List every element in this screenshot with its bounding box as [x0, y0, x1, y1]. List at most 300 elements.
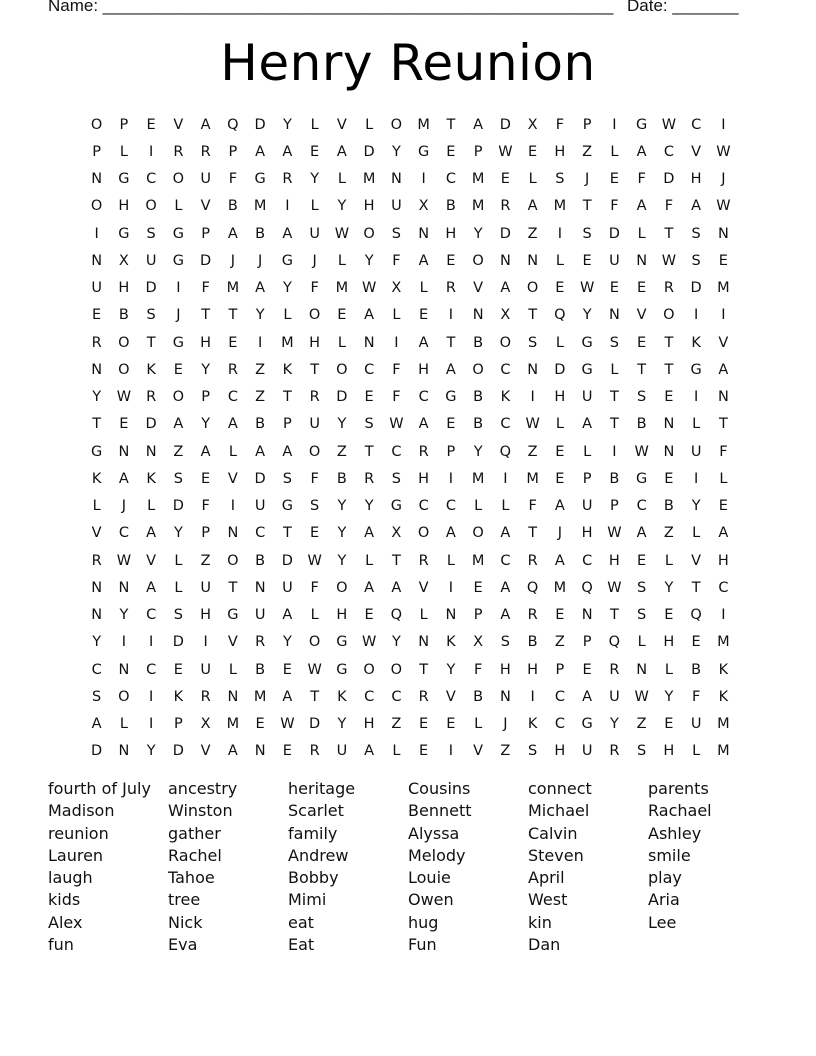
grid-letter-cell[interactable]: E [446, 252, 456, 269]
grid-letter-cell[interactable]: C [146, 661, 157, 678]
grid-letter-cell[interactable]: M [253, 198, 267, 215]
grid-letter-cell[interactable]: T [228, 579, 238, 596]
grid-letter-cell[interactable]: Z [527, 225, 538, 242]
grid-letter-cell[interactable]: M [553, 198, 567, 215]
grid-letter-cell[interactable]: N [91, 361, 103, 378]
grid-letter-cell[interactable]: C [391, 443, 402, 460]
grid-letter-cell[interactable]: L [147, 498, 156, 515]
grid-letter-cell[interactable]: A [282, 688, 293, 705]
grid-letter-cell[interactable]: F [637, 171, 646, 188]
grid-letter-cell[interactable]: Z [255, 361, 266, 378]
grid-letter-cell[interactable]: P [201, 525, 210, 542]
grid-letter-cell[interactable]: V [146, 552, 157, 569]
grid-letter-cell[interactable]: M [362, 171, 376, 188]
grid-letter-cell[interactable]: G [118, 225, 130, 242]
grid-letter-cell[interactable]: U [581, 498, 593, 515]
grid-letter-cell[interactable]: G [227, 607, 239, 624]
grid-letter-cell[interactable]: M [253, 688, 267, 705]
grid-letter-cell[interactable]: L [392, 743, 401, 760]
grid-letter-cell[interactable]: I [176, 280, 181, 297]
grid-letter-cell[interactable]: Y [609, 716, 619, 733]
grid-letter-cell[interactable]: A [718, 361, 729, 378]
grid-letter-cell[interactable]: N [636, 661, 648, 678]
grid-letter-cell[interactable]: R [200, 688, 211, 705]
grid-letter-cell[interactable]: O [336, 579, 348, 596]
grid-letter-cell[interactable]: S [173, 607, 183, 624]
grid-letter-cell[interactable]: C [445, 171, 456, 188]
grid-letter-cell[interactable]: E [282, 743, 292, 760]
grid-letter-cell[interactable]: E [282, 661, 292, 678]
grid-letter-cell[interactable]: K [691, 334, 701, 351]
grid-letter-cell[interactable]: S [637, 389, 647, 406]
grid-letter-cell[interactable]: H [418, 470, 430, 487]
grid-letter-cell[interactable]: W [716, 143, 731, 160]
grid-letter-cell[interactable]: Z [336, 443, 347, 460]
grid-letter-cell[interactable]: I [721, 607, 726, 624]
grid-letter-cell[interactable]: R [609, 743, 620, 760]
grid-letter-cell[interactable]: Y [173, 525, 183, 542]
grid-letter-cell[interactable]: G [418, 143, 430, 160]
grid-letter-cell[interactable]: S [528, 334, 538, 351]
grid-letter-cell[interactable]: I [148, 143, 154, 160]
grid-letter-cell[interactable]: L [119, 143, 128, 160]
grid-letter-cell[interactable]: U [145, 252, 157, 269]
grid-letter-cell[interactable]: R [418, 688, 429, 705]
grid-letter-cell[interactable]: M [717, 716, 730, 733]
grid-letter-cell[interactable]: R [255, 634, 266, 651]
grid-letter-cell[interactable]: N [663, 443, 675, 460]
grid-letter-cell[interactable]: P [283, 416, 292, 433]
grid-letter-cell[interactable]: O [472, 525, 484, 542]
grid-letter-cell[interactable]: E [555, 607, 565, 624]
grid-letter-cell[interactable]: L [119, 716, 128, 733]
grid-letter-cell[interactable]: O [336, 361, 348, 378]
grid-letter-cell[interactable]: P [119, 116, 129, 133]
grid-letter-cell[interactable]: C [364, 361, 375, 378]
grid-letter-cell[interactable]: W [389, 416, 404, 433]
grid-letter-cell[interactable]: Z [255, 389, 266, 406]
grid-letter-cell[interactable]: L [664, 661, 673, 678]
grid-letter-cell[interactable]: Z [663, 525, 674, 542]
grid-letter-cell[interactable]: U [609, 252, 620, 269]
grid-letter-cell[interactable]: X [418, 198, 429, 215]
grid-letter-cell[interactable]: H [200, 607, 212, 624]
grid-letter-cell[interactable]: L [365, 552, 374, 569]
grid-letter-cell[interactable]: T [310, 361, 320, 378]
grid-letter-cell[interactable]: N [118, 743, 130, 760]
grid-letter-cell[interactable]: Y [92, 389, 102, 406]
grid-letter-cell[interactable]: A [636, 198, 647, 215]
grid-letter-cell[interactable]: P [473, 607, 483, 624]
grid-letter-cell[interactable]: K [91, 470, 102, 487]
grid-letter-cell[interactable]: D [254, 116, 266, 133]
grid-letter-cell[interactable]: N [363, 334, 375, 351]
grid-letter-cell[interactable]: K [446, 634, 456, 651]
grid-letter-cell[interactable]: R [173, 143, 184, 160]
grid-letter-cell[interactable]: A [255, 280, 266, 297]
grid-letter-cell[interactable]: I [503, 470, 508, 487]
grid-letter-cell[interactable]: H [554, 743, 566, 760]
grid-letter-cell[interactable]: I [257, 334, 263, 351]
grid-letter-cell[interactable]: A [554, 498, 565, 515]
grid-letter-cell[interactable]: P [201, 225, 210, 242]
grid-letter-cell[interactable]: M [717, 634, 730, 651]
grid-letter-cell[interactable]: C [91, 661, 102, 678]
grid-letter-cell[interactable]: W [498, 143, 513, 160]
grid-letter-cell[interactable]: I [148, 716, 154, 733]
grid-letter-cell[interactable]: R [527, 552, 538, 569]
grid-letter-cell[interactable]: D [281, 552, 293, 569]
grid-letter-cell[interactable]: U [254, 498, 266, 515]
grid-letter-cell[interactable]: C [636, 498, 647, 515]
grid-letter-cell[interactable]: T [146, 334, 156, 351]
grid-letter-cell[interactable]: W [334, 225, 350, 242]
grid-letter-cell[interactable]: A [173, 416, 184, 433]
grid-letter-cell[interactable]: L [610, 361, 619, 378]
grid-letter-cell[interactable]: E [446, 143, 456, 160]
grid-letter-cell[interactable]: E [555, 280, 565, 297]
grid-letter-cell[interactable]: E [419, 743, 429, 760]
grid-letter-cell[interactable]: K [500, 389, 511, 406]
grid-letter-cell[interactable]: X [391, 280, 402, 297]
grid-letter-cell[interactable]: C [255, 525, 266, 542]
grid-letter-cell[interactable]: S [691, 252, 701, 269]
grid-letter-cell[interactable]: S [146, 225, 156, 242]
grid-letter-cell[interactable]: D [499, 116, 511, 133]
grid-letter-cell[interactable]: B [473, 389, 484, 406]
grid-letter-cell[interactable]: U [200, 579, 211, 596]
grid-letter-cell[interactable]: T [419, 661, 429, 678]
grid-letter-cell[interactable]: G [445, 389, 457, 406]
grid-letter-cell[interactable]: R [445, 280, 456, 297]
grid-letter-cell[interactable]: Y [282, 116, 292, 133]
grid-letter-cell[interactable]: L [310, 116, 319, 133]
grid-letter-cell[interactable]: Y [664, 579, 674, 596]
grid-letter-cell[interactable]: O [417, 525, 430, 542]
grid-letter-cell[interactable]: W [579, 280, 595, 297]
grid-letter-cell[interactable]: J [584, 171, 590, 188]
grid-letter-cell[interactable]: Q [526, 579, 539, 596]
grid-letter-cell[interactable]: T [364, 443, 374, 460]
grid-letter-cell[interactable]: R [663, 280, 674, 297]
grid-letter-cell[interactable]: M [335, 280, 349, 297]
grid-letter-cell[interactable]: F [228, 171, 238, 188]
grid-letter-cell[interactable]: A [255, 443, 266, 460]
grid-letter-cell[interactable]: F [392, 252, 401, 269]
grid-letter-cell[interactable]: S [391, 470, 401, 487]
grid-letter-cell[interactable]: F [201, 498, 210, 515]
grid-letter-cell[interactable]: W [661, 116, 677, 133]
grid-letter-cell[interactable]: A [391, 579, 402, 596]
grid-letter-cell[interactable]: S [310, 498, 320, 515]
grid-letter-cell[interactable]: P [446, 443, 456, 460]
grid-letter-cell[interactable]: E [310, 525, 320, 542]
grid-letter-cell[interactable]: H [309, 334, 321, 351]
grid-letter-cell[interactable]: H [200, 334, 212, 351]
grid-letter-cell[interactable]: T [282, 525, 292, 542]
grid-letter-cell[interactable]: T [282, 389, 292, 406]
grid-letter-cell[interactable]: L [365, 116, 374, 133]
grid-letter-cell[interactable]: X [473, 634, 484, 651]
grid-letter-cell[interactable]: E [201, 470, 211, 487]
grid-letter-cell[interactable]: N [527, 361, 539, 378]
grid-letter-cell[interactable]: I [94, 225, 99, 242]
grid-letter-cell[interactable]: A [227, 416, 238, 433]
grid-letter-cell[interactable]: T [228, 307, 238, 324]
grid-letter-cell[interactable]: O [526, 280, 539, 297]
grid-letter-cell[interactable]: H [554, 143, 566, 160]
grid-letter-cell[interactable]: Y [691, 498, 701, 515]
grid-letter-cell[interactable]: B [473, 416, 484, 433]
grid-letter-cell[interactable]: B [227, 198, 238, 215]
grid-letter-cell[interactable]: M [471, 171, 485, 188]
grid-letter-cell[interactable]: R [418, 552, 429, 569]
grid-letter-cell[interactable]: F [719, 443, 728, 460]
grid-letter-cell[interactable]: T [391, 552, 401, 569]
grid-letter-cell[interactable]: I [721, 116, 726, 133]
grid-letter-cell[interactable]: I [421, 171, 426, 188]
grid-letter-cell[interactable]: N [418, 634, 430, 651]
grid-letter-cell[interactable]: W [634, 688, 649, 705]
grid-letter-cell[interactable]: S [92, 688, 102, 705]
grid-letter-cell[interactable]: O [227, 552, 239, 569]
grid-letter-cell[interactable]: D [254, 470, 266, 487]
grid-letter-cell[interactable]: G [91, 443, 103, 460]
name-field-label[interactable]: Name: ______________________________________________________ [48, 0, 614, 15]
grid-letter-cell[interactable]: L [228, 661, 237, 678]
date-field-label[interactable]: Date: _______ [627, 0, 739, 15]
grid-letter-cell[interactable]: Y [473, 443, 483, 460]
grid-letter-cell[interactable]: T [637, 361, 647, 378]
grid-letter-cell[interactable]: C [391, 688, 402, 705]
grid-letter-cell[interactable]: F [392, 389, 401, 406]
grid-letter-cell[interactable]: Y [337, 552, 347, 569]
grid-letter-cell[interactable]: F [310, 470, 319, 487]
grid-letter-cell[interactable]: K [718, 688, 729, 705]
grid-letter-cell[interactable]: V [691, 143, 702, 160]
grid-letter-cell[interactable]: I [721, 307, 726, 324]
grid-letter-cell[interactable]: L [501, 498, 510, 515]
grid-letter-cell[interactable]: E [582, 252, 592, 269]
grid-letter-cell[interactable]: F [473, 661, 483, 678]
grid-letter-cell[interactable]: Y [337, 716, 347, 733]
grid-letter-cell[interactable]: Q [499, 443, 512, 460]
grid-letter-cell[interactable]: T [528, 307, 538, 324]
grid-letter-cell[interactable]: N [254, 579, 266, 596]
grid-letter-cell[interactable]: H [336, 607, 348, 624]
grid-letter-cell[interactable]: A [473, 116, 484, 133]
grid-letter-cell[interactable]: N [445, 607, 457, 624]
grid-letter-cell[interactable]: J [557, 525, 563, 542]
grid-letter-cell[interactable]: S [637, 579, 647, 596]
grid-letter-cell[interactable]: E [582, 661, 592, 678]
grid-letter-cell[interactable]: N [663, 416, 675, 433]
grid-letter-cell[interactable]: U [690, 443, 702, 460]
grid-letter-cell[interactable]: Y [337, 525, 347, 542]
grid-letter-cell[interactable]: P [174, 716, 183, 733]
grid-letter-cell[interactable]: A [146, 525, 157, 542]
grid-letter-cell[interactable]: L [555, 252, 564, 269]
grid-letter-cell[interactable]: D [608, 225, 620, 242]
grid-letter-cell[interactable]: F [310, 579, 319, 596]
grid-letter-cell[interactable]: O [90, 198, 103, 215]
grid-letter-cell[interactable]: V [473, 743, 484, 760]
grid-letter-cell[interactable]: O [172, 389, 185, 406]
grid-letter-cell[interactable]: O [363, 225, 375, 242]
grid-letter-cell[interactable]: A [282, 225, 293, 242]
grid-letter-cell[interactable]: H [663, 634, 675, 651]
grid-letter-cell[interactable]: A [445, 361, 456, 378]
grid-letter-cell[interactable]: R [146, 389, 157, 406]
grid-letter-cell[interactable]: I [693, 307, 699, 324]
grid-letter-cell[interactable]: A [636, 143, 647, 160]
grid-letter-cell[interactable]: G [281, 252, 293, 269]
grid-letter-cell[interactable]: C [146, 171, 157, 188]
grid-letter-cell[interactable]: P [92, 143, 101, 160]
grid-letter-cell[interactable]: N [118, 443, 130, 460]
grid-letter-cell[interactable]: D [690, 280, 702, 297]
grid-letter-cell[interactable]: Y [337, 416, 347, 433]
grid-letter-cell[interactable]: I [693, 389, 699, 406]
grid-letter-cell[interactable]: M [526, 470, 539, 487]
grid-letter-cell[interactable]: K [146, 361, 156, 378]
grid-letter-cell[interactable]: E [119, 416, 129, 433]
grid-letter-cell[interactable]: D [172, 498, 184, 515]
grid-letter-cell[interactable]: C [146, 607, 157, 624]
grid-letter-cell[interactable]: Q [227, 116, 239, 133]
grid-letter-cell[interactable]: Y [582, 307, 592, 324]
grid-letter-cell[interactable]: E [609, 280, 619, 297]
grid-letter-cell[interactable]: V [445, 688, 456, 705]
grid-letter-cell[interactable]: P [228, 143, 238, 160]
grid-letter-cell[interactable]: Q [581, 579, 593, 596]
grid-letter-cell[interactable]: E [664, 389, 674, 406]
grid-letter-cell[interactable]: H [581, 525, 593, 542]
grid-letter-cell[interactable]: I [148, 634, 154, 651]
grid-letter-cell[interactable]: Y [337, 498, 347, 515]
grid-letter-cell[interactable]: L [474, 716, 483, 733]
grid-letter-cell[interactable]: A [718, 525, 729, 542]
grid-letter-cell[interactable]: Q [390, 607, 403, 624]
grid-letter-cell[interactable]: O [390, 661, 403, 678]
grid-letter-cell[interactable]: R [309, 389, 320, 406]
grid-letter-cell[interactable]: H [418, 361, 430, 378]
grid-letter-cell[interactable]: T [92, 416, 102, 433]
grid-letter-cell[interactable]: O [172, 171, 185, 188]
grid-letter-cell[interactable]: I [121, 634, 127, 651]
grid-letter-cell[interactable]: W [307, 552, 322, 569]
grid-letter-cell[interactable]: C [418, 498, 429, 515]
grid-letter-cell[interactable]: L [174, 198, 183, 215]
grid-letter-cell[interactable]: P [555, 661, 565, 678]
grid-letter-cell[interactable]: T [664, 334, 674, 351]
grid-letter-cell[interactable]: N [499, 688, 511, 705]
grid-letter-cell[interactable]: P [582, 634, 592, 651]
grid-letter-cell[interactable]: C [418, 389, 429, 406]
grid-letter-cell[interactable]: P [610, 498, 619, 515]
grid-letter-cell[interactable]: I [448, 579, 454, 596]
grid-letter-cell[interactable]: S [637, 743, 647, 760]
grid-letter-cell[interactable]: L [446, 552, 455, 569]
grid-letter-cell[interactable]: Q [554, 307, 566, 324]
grid-letter-cell[interactable]: F [392, 361, 401, 378]
grid-letter-cell[interactable]: T [691, 579, 701, 596]
grid-letter-cell[interactable]: R [609, 661, 620, 678]
grid-letter-cell[interactable]: O [472, 361, 484, 378]
grid-letter-cell[interactable]: T [718, 416, 728, 433]
grid-letter-cell[interactable]: O [118, 334, 130, 351]
grid-letter-cell[interactable]: G [581, 361, 593, 378]
grid-letter-cell[interactable]: C [118, 525, 129, 542]
grid-letter-cell[interactable]: N [254, 743, 266, 760]
grid-letter-cell[interactable]: N [581, 607, 593, 624]
grid-letter-cell[interactable]: B [473, 688, 484, 705]
grid-letter-cell[interactable]: E [637, 334, 647, 351]
grid-letter-cell[interactable]: B [336, 470, 347, 487]
grid-letter-cell[interactable]: B [255, 661, 266, 678]
grid-letter-cell[interactable]: A [364, 307, 375, 324]
grid-letter-cell[interactable]: T [446, 116, 456, 133]
grid-letter-cell[interactable]: G [172, 252, 184, 269]
grid-letter-cell[interactable]: I [203, 634, 208, 651]
grid-letter-cell[interactable]: T [664, 361, 674, 378]
grid-letter-cell[interactable]: W [634, 443, 649, 460]
grid-letter-cell[interactable]: N [91, 252, 103, 269]
grid-letter-cell[interactable]: M [471, 470, 485, 487]
grid-letter-cell[interactable]: A [691, 198, 702, 215]
grid-letter-cell[interactable]: L [528, 171, 537, 188]
grid-letter-cell[interactable]: B [255, 552, 266, 569]
grid-letter-cell[interactable]: X [500, 307, 511, 324]
grid-letter-cell[interactable]: O [118, 361, 130, 378]
grid-letter-cell[interactable]: E [364, 607, 374, 624]
grid-letter-cell[interactable]: O [118, 688, 130, 705]
grid-letter-cell[interactable]: Y [119, 607, 129, 624]
grid-letter-cell[interactable]: Z [582, 143, 593, 160]
grid-letter-cell[interactable]: O [90, 116, 103, 133]
grid-letter-cell[interactable]: A [500, 525, 511, 542]
grid-letter-cell[interactable]: W [607, 579, 622, 596]
grid-letter-cell[interactable]: L [637, 225, 646, 242]
grid-letter-cell[interactable]: A [582, 688, 593, 705]
grid-letter-cell[interactable]: N [118, 661, 130, 678]
grid-letter-cell[interactable]: D [145, 280, 157, 297]
grid-letter-cell[interactable]: D [363, 143, 375, 160]
grid-letter-cell[interactable]: F [528, 498, 537, 515]
grid-letter-cell[interactable]: S [282, 470, 292, 487]
grid-letter-cell[interactable]: X [527, 116, 538, 133]
grid-letter-cell[interactable]: M [226, 716, 240, 733]
grid-letter-cell[interactable]: E [92, 307, 102, 324]
grid-letter-cell[interactable]: G [636, 116, 648, 133]
grid-letter-cell[interactable]: V [227, 470, 238, 487]
grid-letter-cell[interactable]: L [664, 552, 673, 569]
grid-letter-cell[interactable]: W [280, 716, 295, 733]
grid-letter-cell[interactable]: M [553, 579, 567, 596]
grid-letter-cell[interactable]: A [445, 525, 456, 542]
grid-letter-cell[interactable]: N [118, 579, 130, 596]
grid-letter-cell[interactable]: E [609, 171, 619, 188]
grid-letter-cell[interactable]: N [91, 171, 103, 188]
grid-letter-cell[interactable]: G [254, 171, 266, 188]
grid-letter-cell[interactable]: L [474, 498, 483, 515]
grid-letter-cell[interactable]: L [419, 280, 428, 297]
grid-letter-cell[interactable]: I [394, 334, 399, 351]
grid-letter-cell[interactable]: Z [554, 634, 565, 651]
grid-letter-cell[interactable]: K [527, 716, 538, 733]
grid-letter-cell[interactable]: H [499, 661, 511, 678]
grid-letter-cell[interactable]: E [446, 416, 456, 433]
